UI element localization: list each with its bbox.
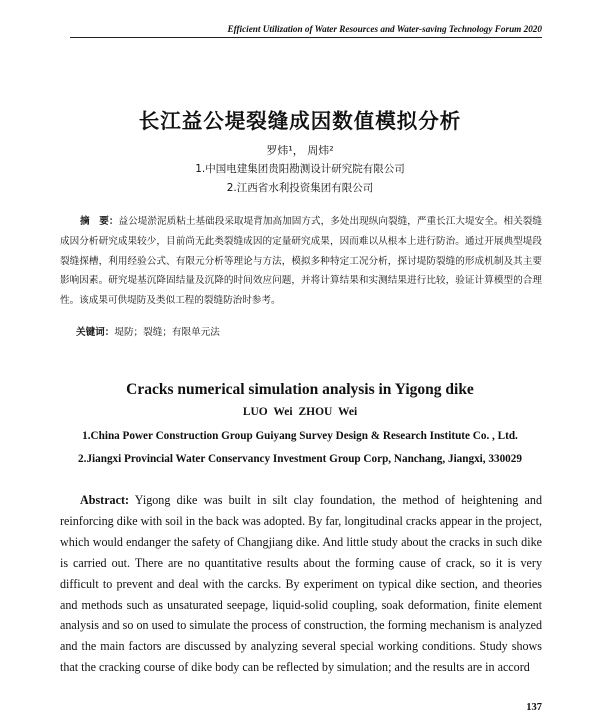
page-number: 137 [526, 702, 542, 713]
chinese-abstract [60, 212, 542, 311]
english-abstract [60, 490, 542, 678]
english-title: Cracks numerical simulation analysis in Yigong dike [126, 381, 474, 398]
running-header: Efficient Utilization of Water Resources and Water-saving Technology Forum 2020 [70, 24, 542, 38]
english-authors: LUO Wei ZHOU Wei [242, 406, 358, 418]
english-abstract-text: Yigong dike was built in silt clay foundation, the method of heightening and reinforcing dike with soil in the back was adopted. By far, longitudinal cracks appear in the project, which would endanger the safety of Changjiang dike. And little study about the cracks in such dike is carried out. There are no quantitative results about the forming cause of crack, so it is very difficult to prevent and deal with the carcks. By experiment on typical dike section, and theories and methods such as unsaturated seepage, liquid-solid coupling, soak deformation, finite element analysis and so on used to simulate the process of construction, the forming mechanism is analyzed and the main factors are discussed by analyzing several special working conditions. Study shows that the cracking course of dike body can be reflected by simulation; and the results are in accord [60, 493, 542, 675]
chinese-authors: 罗炜¹， 周炜² [266, 144, 334, 157]
chinese-affiliation-2: 2.江西省水利投资集团有限公司 [226, 182, 374, 194]
english-affiliation-2: 2.Jiangxi Provincial Water Conservancy Investment Group Corp, Nanchang, Jiangxi, 330029 [78, 453, 522, 465]
english-affiliation-1: 1.China Power Construction Group Guiyang Survey Design & Research Institute Co. , Ltd. [82, 430, 518, 442]
chinese-title: 长江益公堤裂缝成因数值模拟分析 [138, 109, 462, 133]
chinese-affiliation-1: 1.中国电建集团贵阳勘测设计研究院有限公司 [195, 163, 405, 175]
chinese-abstract-label: 摘 要： [80, 216, 119, 227]
chinese-keywords-text: 堤防；裂缝；有限单元法 [114, 327, 220, 338]
chinese-keywords [76, 324, 220, 338]
chinese-abstract-text: 益公堤淤泥质粘土基础段采取堤背加高加固方式，多处出现纵向裂缝，严重长江大堤安全。相关裂缝成因分析研究成果较少，目前尚无此类裂缝成因的定量研究成果，因而难以从根本上进行防治。通过开展典型堤段裂缝探槽，利用经验公式、有限元分析等理论与方法，模拟多种特定工况分析，探讨堤防裂缝的形成机制及其主要影响因素。研究堤基沉降固结量及沉降的时间效应问题，并将计算结果和实测结果进行比较，验证计算模型的合理性。该成果可供堤防及类似工程的裂缝防治时参考。 [60, 216, 543, 307]
chinese-keywords-label: 关键词： [76, 327, 115, 338]
english-abstract-label: Abstract: [80, 493, 130, 507]
